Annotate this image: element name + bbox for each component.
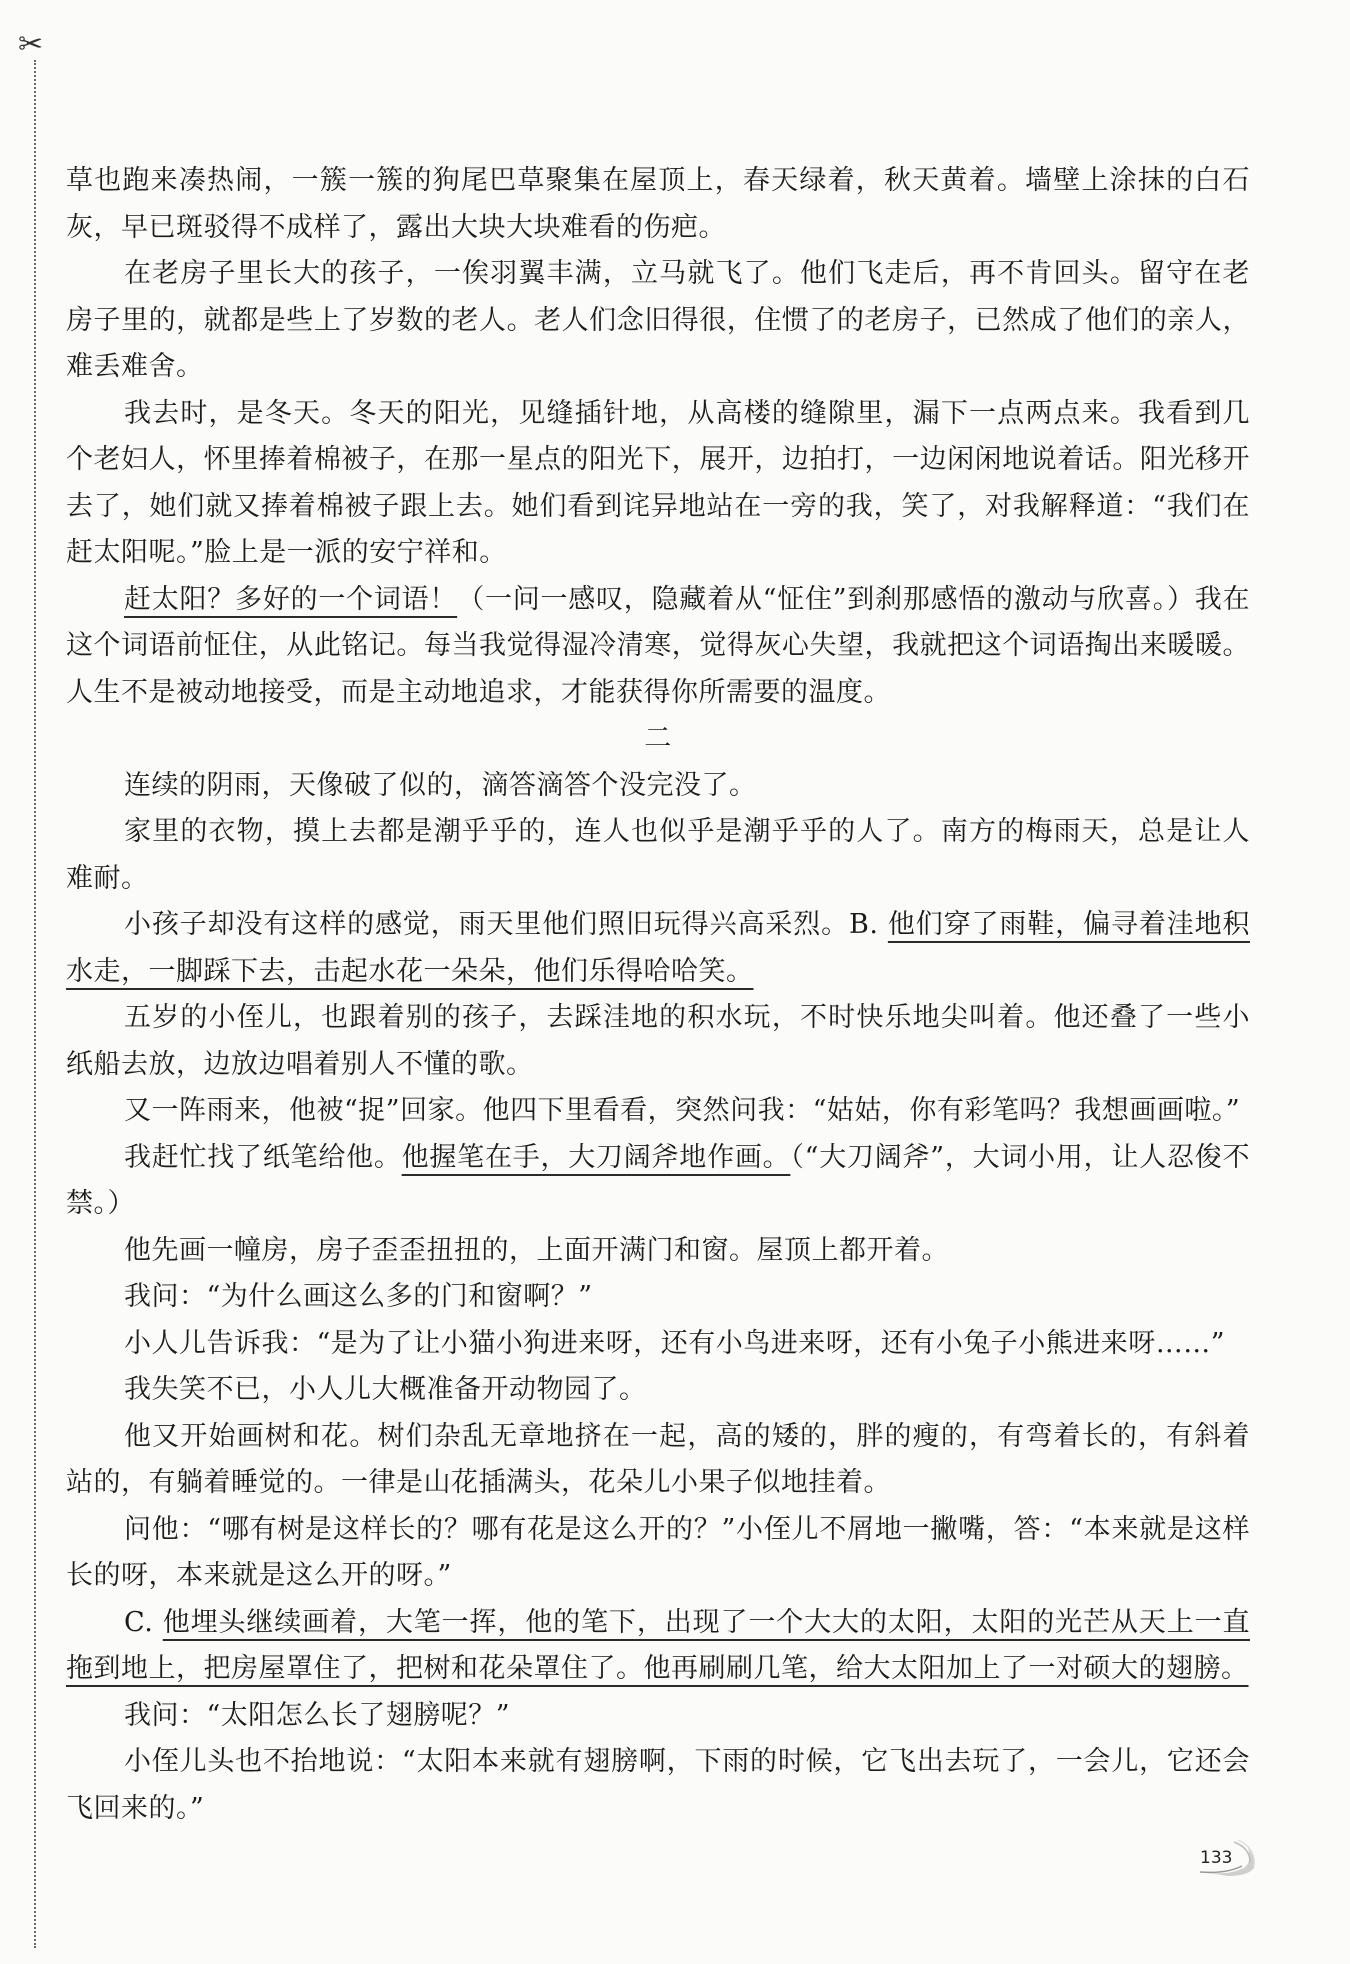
paragraph: [66, 251, 1250, 391]
paragraph: [66, 995, 1250, 1088]
text-run: （一问一感叹，隐藏着从“怔住”到刹那感悟的激动与欣喜。）我在这个词语前怔住，从此铭记。每当我觉得湿冷清寒，觉得灰心失望，我就把这个词语掏出来暖暖。人生不是被动地接受，而是主动地追求，才能获得你所需要的温度。: [66, 583, 1250, 708]
text-run: 小侄儿头也不抬地说：“太阳本来就有翅膀啊，下雨的时候，它飞出去玩了，一会儿，它还会飞回来的。”: [66, 1746, 1250, 1824]
text-run: 连续的阴雨，天像破了似的，滴答滴答个没完没了。: [124, 769, 757, 801]
text-run: 草也跑来凑热闹，一簇一簇的狗尾巴草聚集在屋顶上，春天绿着，秋天黄着。墙壁上涂抹的白石灰，早已斑驳得不成样了，露出大块大块难看的伤疤。: [66, 165, 1250, 243]
paragraph: [66, 1414, 1250, 1507]
text-run: 小孩子却没有这样的感觉，雨天里他们照旧玩得兴高采烈。B.: [124, 909, 888, 940]
paragraph: [66, 809, 1250, 902]
cut-line: [34, 60, 36, 1948]
text-run: 我问：“太阳怎么长了翅膀呢？”: [124, 1699, 511, 1731]
paragraph: [66, 1600, 1250, 1693]
paragraph: [66, 1321, 1250, 1368]
text-run: 在老房子里长大的孩子，一俟羽翼丰满，立马就飞了。他们飞走后，再不肯回头。留守在老房子里的，就都是些上了岁数的老人。老人们念旧得很，住惯了的老房子，已然成了他们的亲人，难丢难舍。: [66, 258, 1250, 382]
section-heading: [66, 716, 1250, 763]
text-run: C.: [124, 1606, 163, 1638]
underlined-text: 他们穿了雨鞋，偏寻着洼地积水走，一脚踩下去，击起水花一朵朵，他们乐得哈哈笑。: [66, 909, 1251, 987]
text-run: 二: [644, 723, 672, 754]
underlined-text: 赶太阳？多好的一个词语！: [124, 583, 458, 615]
paragraph: [66, 1507, 1250, 1600]
paragraph: [66, 1367, 1250, 1414]
text-run: 家里的衣物，摸上去都是潮乎乎的，连人也似乎是潮乎乎的人了。南方的梅雨天，总是让人难耐。: [66, 816, 1250, 894]
text-run: 我问：“为什么画这么多的门和窗啊？”: [124, 1281, 593, 1312]
paragraph: [66, 1228, 1250, 1275]
page-number-badge: [1198, 1838, 1258, 1878]
text-run: 我赶忙找了纸笔给他。: [124, 1141, 402, 1173]
text-run: 我去时，是冬天。冬天的阳光，见缝插针地，从高楼的缝隙里，漏下一点两点来。我看到几个老妇人，怀里捧着棉被子，在那一星点的阳光下，展开，边拍打，一边闲闲地说着话。阳光移开去了，她们就又捧着棉被子跟上去。她们看到诧异地站在一旁的我，笑了，对我解释道：“我们在赶太阳呢。”脸上是一派的安宁祥和。: [66, 397, 1250, 568]
text-run: 小人儿告诉我：“是为了让小猫小狗进来呀，还有小鸟进来呀，还有小兔子小熊进来呀……”: [124, 1327, 1226, 1359]
text-run: 我失笑不已，小人儿大概准备开动物园了。: [124, 1374, 647, 1405]
article-body: [66, 158, 1250, 1832]
paragraph: [66, 763, 1250, 810]
underlined-text: 他握笔在手，大刀阔斧地作画。: [401, 1141, 791, 1173]
paragraph: [66, 1693, 1250, 1740]
text-run: 又一阵雨来，他被“捉”回家。他四下里看看，突然问我：“姑姑，你有彩笔吗？我想画画啦。”: [124, 1095, 1241, 1126]
text-run: 他又开始画树和花。树们杂乱无章地挤在一起，高的矮的，胖的瘦的，有弯着长的，有斜着站的，有躺着睡觉的。一律是山花插满头，花朵儿小果子似地挂着。: [66, 1420, 1250, 1498]
paragraph: [66, 1088, 1250, 1135]
underlined-text: 他埋头继续画着，大笔一挥，他的笔下，出现了一个大大的太阳，太阳的光芒从天上一直拖到地上，把房屋罩住了，把树和花朵罩住了。他再刷刷几笔，给大太阳加上了一对硕大的翅膀。: [66, 1606, 1250, 1684]
paragraph: [66, 1274, 1250, 1321]
page-number: 133: [1200, 1848, 1233, 1868]
text-run: 五岁的小侄儿，也跟着别的孩子，去踩洼地的积水玩，不时快乐地尖叫着。他还叠了一些小纸船去放，边放边唱着别人不懂的歌。: [66, 1002, 1250, 1080]
paragraph: [66, 577, 1250, 717]
paragraph: [66, 158, 1250, 251]
paragraph: [66, 902, 1250, 995]
text-run: 问他：“哪有树是这样长的？哪有花是这么开的？”小侄儿不屑地一撇嘴，答：“本来就是这样长的呀，本来就是这么开的呀。”: [66, 1513, 1250, 1591]
paragraph: [66, 1135, 1250, 1228]
text-run: （“大刀阔斧”，大词小用，让人忍俊不禁。）: [66, 1141, 1250, 1219]
scissors-icon: ✂: [18, 27, 44, 62]
text-run: 他先画一幢房，房子歪歪扭扭的，上面开满门和窗。屋顶上都开着。: [124, 1234, 949, 1266]
paragraph: [66, 391, 1250, 577]
paragraph: [66, 1739, 1250, 1832]
